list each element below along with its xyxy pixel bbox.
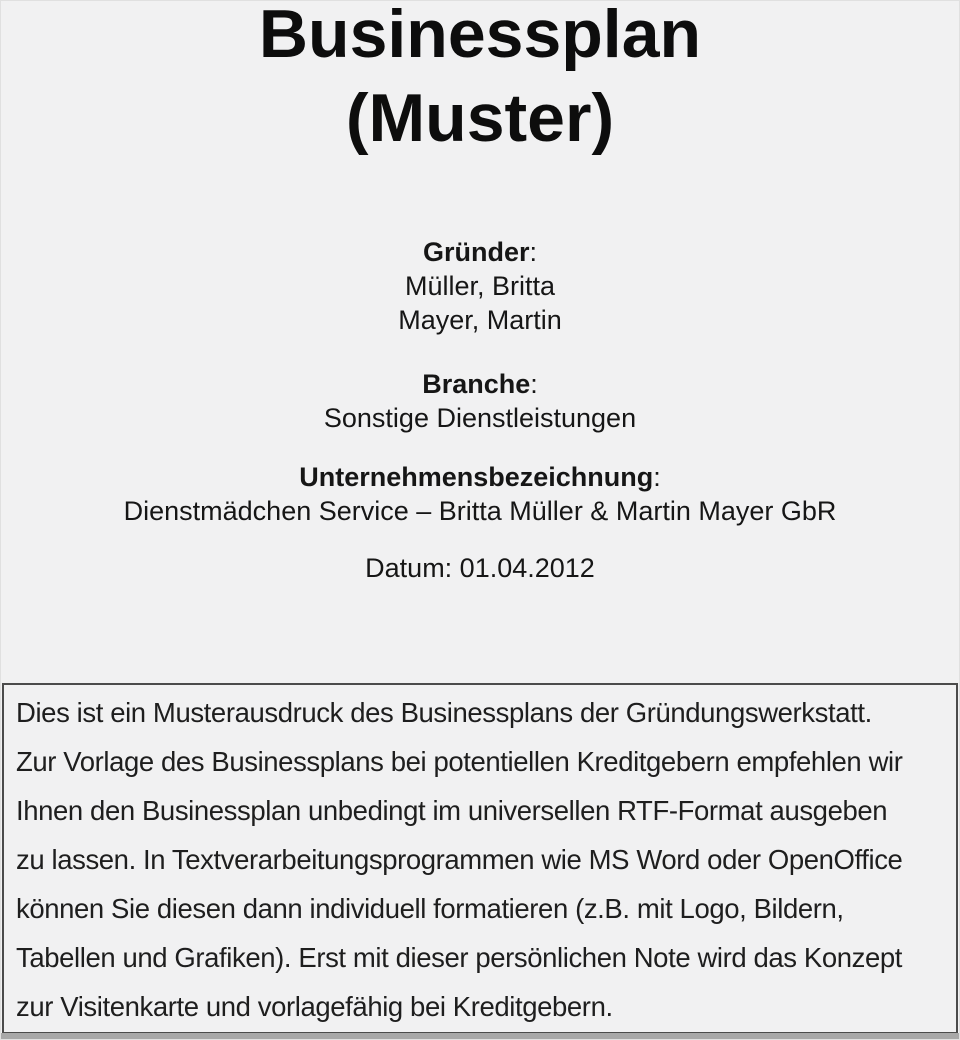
founders-label-colon: : (529, 237, 538, 267)
company-name-value: Dienstmädchen Service – Britta Müller & Martin Mayer GbR (123, 496, 837, 526)
founders-label-text: Gründer (422, 237, 530, 267)
industry-label-colon: : (530, 369, 538, 399)
industry-label-text: Branche (422, 369, 531, 399)
title-line-1: Businessplan (258, 0, 702, 72)
notice-line-4: zu lassen. In Textverarbeitungsprogrammen wie MS Word oder OpenOffice (16, 844, 903, 875)
industry-label (1, 367, 959, 401)
notice-line-5: können Sie diesen dann individuell formatieren (z.B. mit Logo, Bildern, (16, 893, 844, 924)
notice-line-7: zur Visitenkarte und vorlagefähig bei Kreditgebern. (16, 991, 613, 1022)
title-line-2: (Muster) (345, 80, 615, 156)
founder-name-2: Mayer, Martin (398, 305, 562, 335)
notice-line-1: Dies ist ein Musterausdruck des Businessplans der Gründungswerkstatt. (16, 697, 872, 728)
company-name-label-colon: : (653, 462, 661, 492)
notice-line-6: Tabellen und Grafiken). Erst mit dieser persönlichen Note wird das Konzept (16, 942, 902, 973)
notice-line-3: Ihnen den Businessplan unbedingt im universellen RTF-Format ausgeben (16, 795, 888, 826)
date-line: Datum: 01.04.2012 (365, 553, 595, 583)
company-name-label (1, 460, 959, 494)
page-title (1, 0, 959, 160)
notice-box (2, 683, 958, 1035)
founders-label (1, 235, 959, 269)
company-name-label-text: Unternehmensbezeichnung (299, 462, 654, 492)
section-company-name (1, 460, 959, 528)
industry-value: Sonstige Dienstleistungen (323, 403, 637, 433)
section-industry (1, 367, 959, 435)
notice-line-2: Zur Vorlage des Businessplans bei potentiellen Kreditgebern empfehlen wir (16, 746, 903, 777)
section-founders (1, 235, 959, 337)
founder-name-1: Müller, Britta (404, 271, 556, 301)
